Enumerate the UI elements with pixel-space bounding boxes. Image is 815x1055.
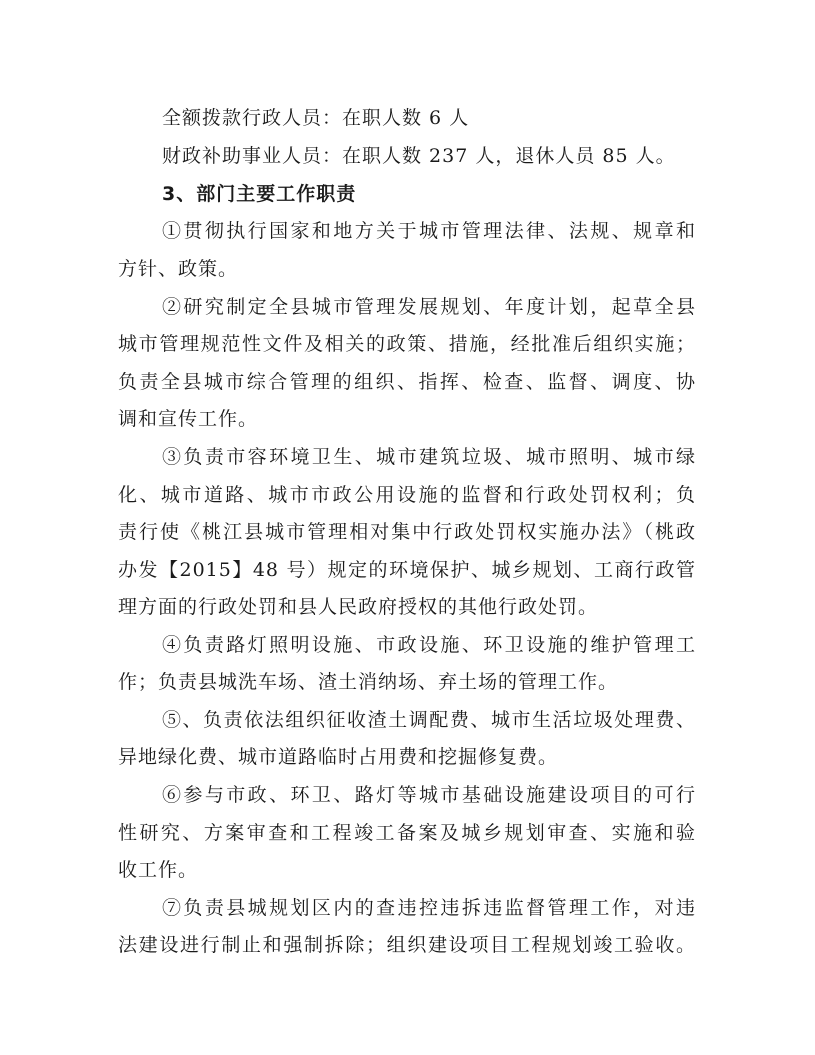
duty-2-line-1: ②研究制定全县城市管理发展规划、年度计划，起草全县 xyxy=(162,296,696,318)
staff-line-institution: 财政补助事业人员：在职人数 237 人，退休人员 85 人。 xyxy=(162,145,676,167)
duty-1-line-2: 方针、政策。 xyxy=(118,258,239,280)
duty-1-line-1: ①贯彻执行国家和地方关于城市管理法律、法规、规章和 xyxy=(162,220,696,242)
duty-6-line-1: ⑥参与市政、环卫、路灯等城市基础设施建设项目的可行 xyxy=(162,784,696,806)
section-heading: 3、部门主要工作职责 xyxy=(162,183,357,205)
duty-3-line-3: 责行使《桃江县城市管理相对集中行政处罚权实施办法》（桃政 xyxy=(118,521,696,543)
duty-3-line-2: 化、城市道路、城市市政公用设施的监督和行政处罚权利；负 xyxy=(118,484,696,506)
duty-4-line-1: ④负责路灯照明设施、市政设施、环卫设施的维护管理工 xyxy=(162,634,696,656)
duty-7-line-2: 法建设进行制止和强制拆除；组织建设项目工程规划竣工验收。 xyxy=(118,934,696,956)
duty-5-line-1: ⑤、负责依法组织征收渣土调配费、城市生活垃圾处理费、 xyxy=(162,709,696,731)
duty-3-line-5: 理方面的行政处罚和县人民政府授权的其他行政处罚。 xyxy=(118,596,599,618)
duty-6-line-2: 性研究、方案审查和工程竣工备案及城乡规划审查、实施和验 xyxy=(118,822,696,844)
duty-7-line-1: ⑦负责县城规划区内的查违控违拆违监督管理工作，对违 xyxy=(162,897,696,919)
duty-3-line-4: 办发【2015】48 号）规定的环境保护、城乡规划、工商行政管 xyxy=(118,559,696,581)
duty-2-line-3: 负责全县城市综合管理的组织、指挥、检查、监督、调度、协 xyxy=(118,371,696,393)
duty-5-line-2: 异地绿化费、城市道路临时占用费和挖掘修复费。 xyxy=(118,746,559,768)
duty-3-line-1: ③负责市容环境卫生、城市建筑垃圾、城市照明、城市绿 xyxy=(162,446,696,468)
duty-6-line-3: 收工作。 xyxy=(118,859,199,881)
duty-2-line-4: 调和宣传工作。 xyxy=(118,408,259,430)
staff-line-admin: 全额拨款行政人员：在职人数 6 人 xyxy=(162,107,470,129)
duty-2-line-2: 城市管理规范性文件及相关的政策、措施，经批准后组织实施； xyxy=(118,333,696,355)
duty-4-line-2: 作；负责县城洗车场、渣土消纳场、弃土场的管理工作。 xyxy=(118,671,619,693)
